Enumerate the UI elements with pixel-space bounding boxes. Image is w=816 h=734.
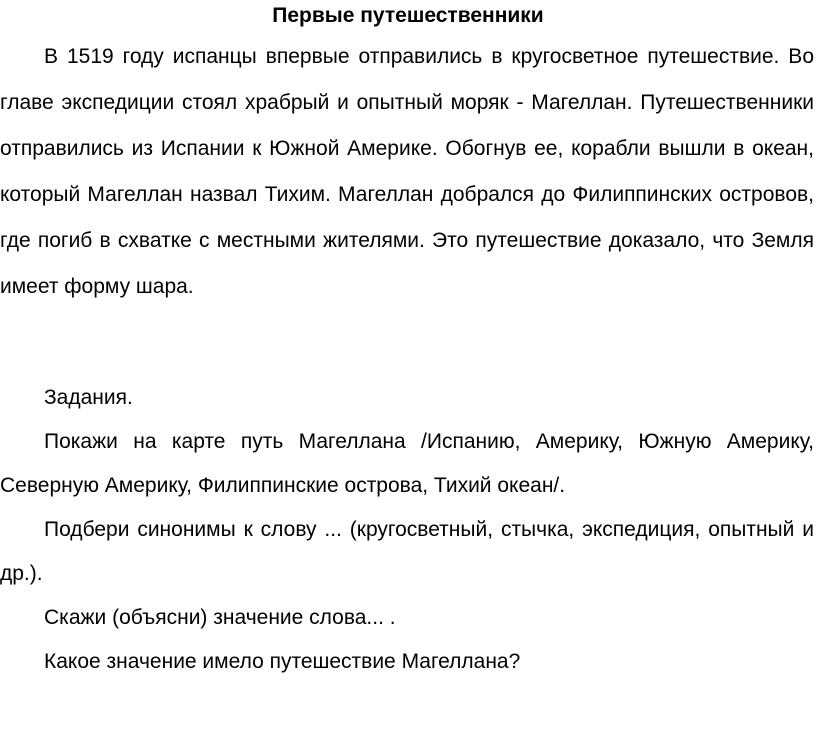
tasks-heading: Задания.: [44, 386, 133, 409]
task-item: Какое значение имело путешествие Магеллана?: [44, 650, 521, 673]
task-item: Скажи (объясни) значение слова... .: [44, 606, 396, 629]
task-item: Подбери синонимы к слову ... (кругосветный, стычка, экспедиция, опытный и др.).: [0, 518, 814, 585]
task-item: Покажи на карте путь Магеллана /Испанию, Америку, Южную Америку, Северную Америку, Филиппинские острова, Тихий океан/.: [0, 430, 814, 497]
tasks-section: [0, 376, 814, 684]
main-paragraph: В 1519 году испанцы впервые отправились в кругосветное путешествие. Во главе экспедиции стоял храбрый и опытный моряк - Магеллан. Путешественники отправились из Испании к Южной Америке. Обогнув ее, корабли вышли в океан, который Магеллан назвал Тихим. Магеллан добрался до Филиппинских островов, где погиб в схватке с местными жителями. Это путешествие доказало, что Земля имеет форму шара.: [0, 45, 814, 298]
document-title: Первые путешественники: [272, 4, 544, 27]
